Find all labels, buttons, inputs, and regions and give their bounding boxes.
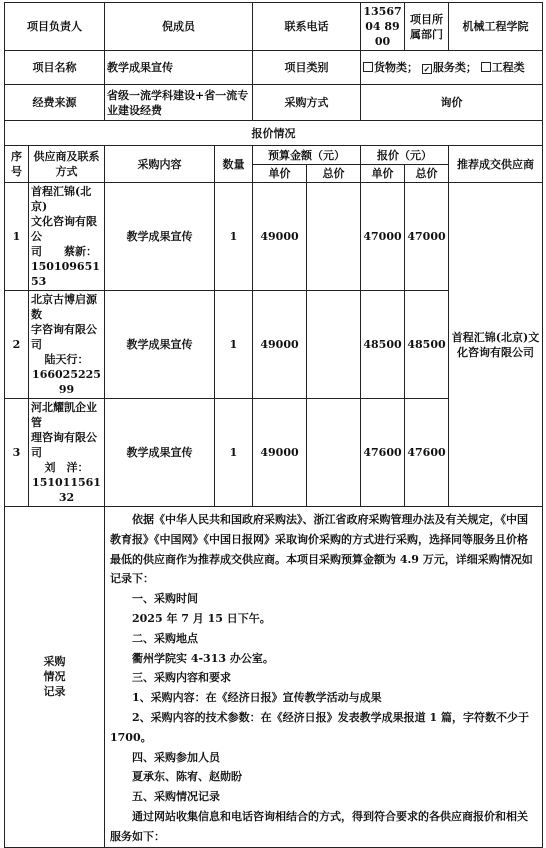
category-option-engineering[interactable]: 工程类 [481, 61, 525, 74]
dept-label: 项目所属部门 [405, 3, 449, 51]
recommended-supplier: 首程汇锦(北京)文化咨询有限公司 [449, 183, 543, 507]
header-index: 序号 [5, 146, 29, 183]
record-heading-location: 二、采购地点 [132, 631, 198, 645]
header-quote-unit: 单价 [361, 165, 405, 183]
row-index: 2 [5, 291, 29, 399]
manager-label: 项目负责人 [5, 3, 105, 51]
row-quote-total: 47600 [405, 399, 449, 507]
header-budget-total: 总价 [307, 165, 361, 183]
header-budget-unit: 单价 [253, 165, 307, 183]
checkbox-icon [363, 62, 373, 72]
row-qty: 1 [215, 183, 253, 291]
record-body [105, 507, 543, 848]
funding-value: 省级一流学科建设+省一流专业建设经费 [105, 85, 253, 121]
name-label: 项目名称 [5, 51, 105, 85]
record-details: 通过网站收集信息和电话咨询相结合的方式，得到符合要求的各供应商报价和相关服务如下： [110, 809, 528, 843]
header-qty: 数量 [215, 146, 253, 183]
row-quote-unit: 47000 [361, 183, 405, 291]
row-budget-unit: 49000 [253, 291, 307, 399]
header-content: 采购内容 [105, 146, 215, 183]
record-heading-details: 五、采购情况记录 [132, 790, 220, 804]
method-value: 询价 [361, 85, 543, 121]
row-index: 1 [5, 183, 29, 291]
header-budget: 预算金额（元） [253, 146, 361, 165]
record-content-1: 1、采购内容：在《经济日报》宣传教学活动与成果 [132, 691, 382, 705]
category-label: 项目类别 [253, 51, 361, 85]
header-supplier: 供应商及联系方式 [29, 146, 105, 183]
row-quote-unit: 47600 [361, 399, 405, 507]
phone-label: 联系电话 [253, 3, 361, 51]
category-option-service[interactable]: ✓ 服务类； [423, 61, 477, 74]
row-index: 3 [5, 399, 29, 507]
row-content: 教学成果宣传 [105, 399, 215, 507]
procurement-form [4, 2, 542, 848]
manager-value: 倪成员 [105, 3, 253, 51]
category-options [361, 51, 543, 85]
row-quote-unit: 48500 [361, 291, 405, 399]
header-quote-total: 总价 [405, 165, 449, 183]
record-heading-content: 三、采购内容和要求 [132, 671, 231, 685]
method-label: 采购方式 [253, 85, 361, 121]
row-content: 教学成果宣传 [105, 291, 215, 399]
row-supplier: 河北耀凯企业管 理咨询有限公司 刘 洋： 15101156132 [29, 399, 105, 507]
checkbox-icon [481, 62, 491, 72]
record-heading-time: 一、采购时间 [132, 592, 198, 606]
row-budget-total [307, 399, 361, 507]
row-budget-total [307, 291, 361, 399]
dept-value: 机械工程学院 [449, 3, 543, 51]
table-row [5, 183, 543, 291]
record-time: 2025 年 7 月 15 日下午。 [132, 611, 271, 625]
row-qty: 1 [215, 291, 253, 399]
record-intro: 依据《中华人民共和国政府采购法》、浙江省政府采购管理办法及有关规定，《中国教育报》《中国网》《中国日报网》采取询价采购的方式进行采购，选择同等服务且价格最低的供应商作为推荐成交供应商。本项目采购预算金额为 4.9 万元，详细采购情况如记录下： [110, 513, 533, 586]
procurement-table [4, 2, 543, 848]
quote-section-title: 报价情况 [5, 121, 543, 146]
checkbox-checked-icon: ✓ [423, 64, 431, 74]
row-quote-total: 47000 [405, 183, 449, 291]
row-qty: 1 [215, 399, 253, 507]
row-supplier: 北京古博启源数 字咨询有限公司 陆天行： 16602522599 [29, 291, 105, 399]
header-recommended: 推荐成交供应商 [449, 146, 543, 183]
row-budget-unit: 49000 [253, 183, 307, 291]
record-location: 衢州学院实 4-313 办公室。 [132, 651, 274, 665]
row-content: 教学成果宣传 [105, 183, 215, 291]
funding-label: 经费来源 [5, 85, 105, 121]
row-supplier: 首程汇锦(北京) 文化咨询有限公 司 蔡新： 15010965153 [29, 183, 105, 291]
record-participants: 夏承东、陈宥、赵勋盼 [132, 770, 242, 784]
row-budget-total [307, 183, 361, 291]
name-value: 教学成果宣传 [105, 51, 253, 85]
record-heading-participants: 四、采购参加人员 [132, 750, 220, 764]
row-budget-unit: 49000 [253, 399, 307, 507]
category-option-goods[interactable]: 货物类； [363, 61, 418, 74]
phone-value: 1356704 8900 [361, 3, 405, 51]
record-content-2: 2、采购内容的技术参数：在《经济日报》发表教学成果报道 1 篇，字符数不少于 1700。 [110, 710, 529, 744]
row-quote-total: 48500 [405, 291, 449, 399]
header-quote: 报价（元） [361, 146, 449, 165]
record-label-cell: 采购 情况 记录 [5, 507, 105, 848]
